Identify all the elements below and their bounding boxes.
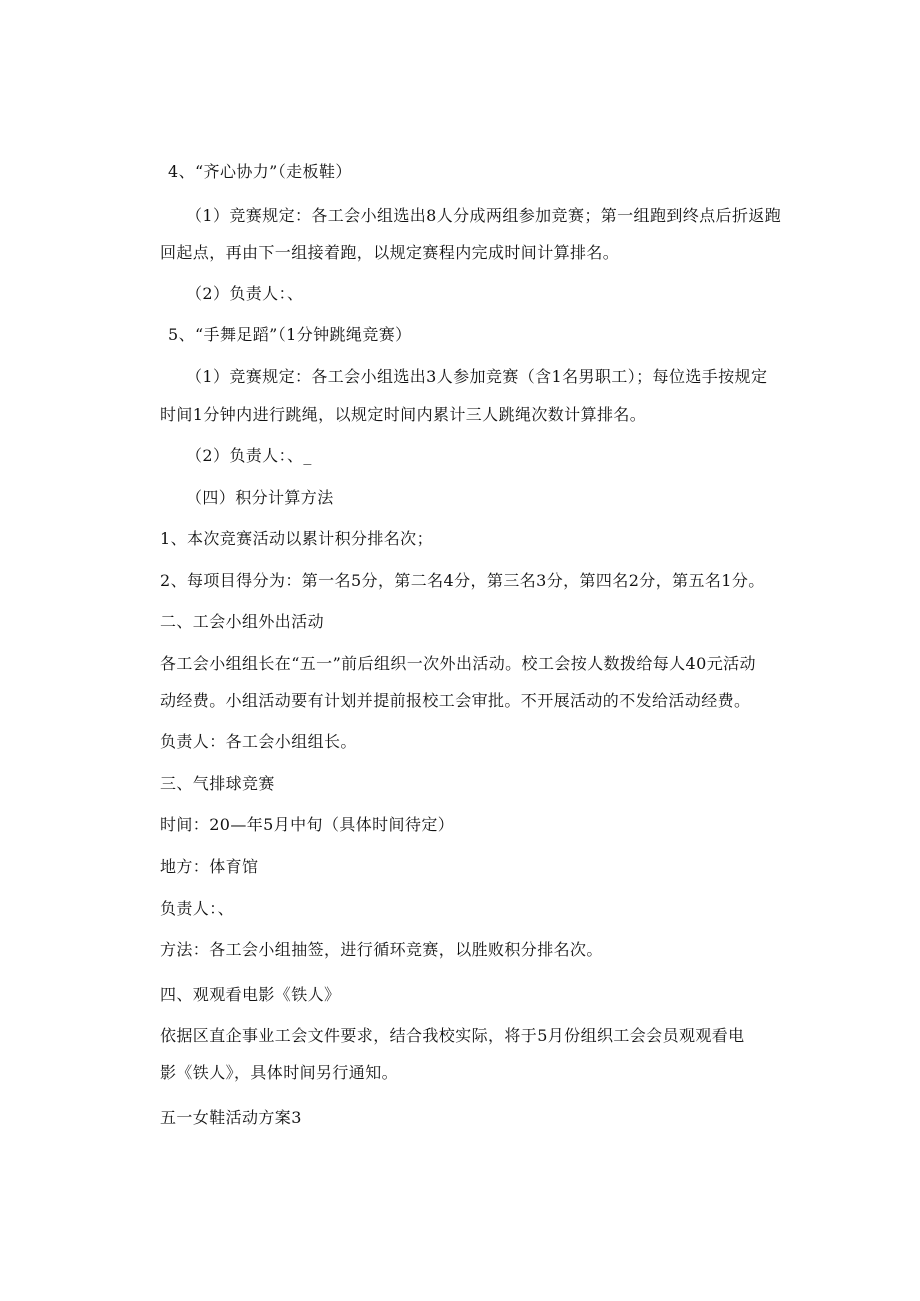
scoring-rule-1: 1、本次竞赛活动以累计积分排名次； — [160, 529, 433, 548]
outing-paragraph: 各工会小组组长在“五一”前后组织一次外出活动。校工会按人数拨给每人40元活动 — [160, 654, 756, 673]
heading-item-5: 5、“手舞足蹈”（1分钟跳绳竞赛） — [168, 325, 412, 344]
outing-paragraph-cont: 动经费。小组活动要有计划并提前报校工会审批。不开展活动的不发给活动经费。 — [160, 691, 751, 710]
section-heading-3: 三、气排球竞赛 — [160, 774, 275, 793]
paragraph-rule-2: （1）竞赛规定：各工会小组选出3人参加竞赛（含1名男职工）；每位选手按规定 — [186, 367, 768, 386]
paragraph-rule-1: （1）竞赛规定：各工会小组选出8人分成两组参加竞赛；第一组跑到终点后折返跑 — [186, 206, 782, 225]
volleyball-method: 方法：各工会小组抽签，进行循环竞赛，以胜败积分排名次。 — [160, 940, 603, 959]
paragraph-rule-1-cont: 回起点，再由下一组接着跑，以规定赛程内完成时间计算排名。 — [160, 243, 620, 262]
movie-paragraph-cont: 影《铁人》，具体时间另行通知。 — [160, 1063, 399, 1082]
section-heading-2: 二、工会小组外出活动 — [160, 612, 325, 631]
outing-responsible: 负责人：各工会小组组长。 — [160, 732, 357, 751]
next-plan-title: 五一女鞋活动方案3 — [160, 1108, 302, 1127]
volleyball-responsible: 负责人：、 — [160, 899, 235, 918]
section-heading-4: 四、观观看电影《铁人》 — [160, 985, 341, 1004]
scoring-rule-2: 2、每项目得分为：第一名5分，第二名4分，第三名3分，第四名2分，第五名1分。 — [160, 571, 765, 590]
volleyball-place: 地方：体育馆 — [160, 857, 259, 876]
section-heading-scoring: （四）积分计算方法 — [186, 488, 334, 507]
volleyball-time: 时间：20—年5月中旬（具体时间待定） — [160, 815, 455, 834]
responsible-person-1: （2）负责人：、 — [186, 284, 304, 303]
movie-paragraph: 依据区直企事业工会文件要求，结合我校实际，将于5月份组织工会会员观观看电 — [160, 1026, 745, 1045]
paragraph-rule-2-cont: 时间1分钟内进行跳绳，以规定时间内累计三人跳绳次数计算排名。 — [160, 405, 647, 424]
heading-item-4: 4、“齐心协力”（走板鞋） — [168, 162, 352, 181]
responsible-person-2: （2）负责人：、_ — [186, 446, 312, 465]
